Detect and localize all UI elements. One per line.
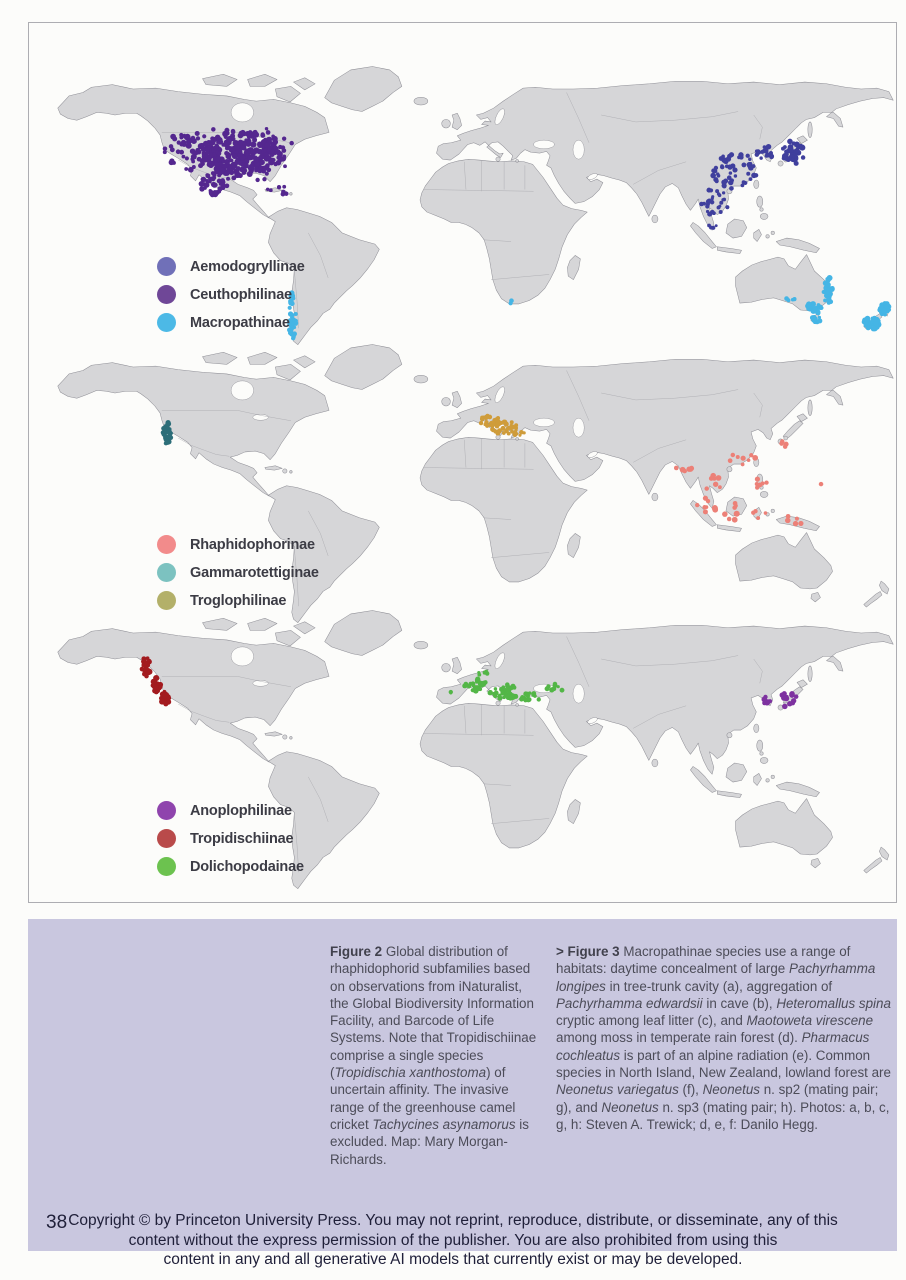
figure-2-map-panel (28, 22, 897, 903)
legend-dot-icon (157, 801, 176, 820)
world-map-bottom (29, 607, 896, 893)
page-number: 38 (46, 1212, 68, 1233)
legend-label: Anoplophilinae (190, 802, 292, 819)
legend-bottom (157, 801, 304, 885)
copyright-notice (0, 1211, 906, 1270)
legend-item (157, 857, 304, 876)
legend-item (157, 829, 304, 848)
legend-dot-icon (157, 285, 176, 304)
legend-dot-icon (157, 857, 176, 876)
legend-label: Macropathinae (190, 314, 290, 331)
world-map-middle (29, 341, 896, 627)
figure-2-caption: Figure 2 Global distribution of rhaphidophorid subfamilies based on observations from iNaturalist, the Global Biodiversity Information Facility, and Barcode of Life Systems. Note that Tropidischiinae comprise a single species (Tropidischia xanthostoma) of uncertain affinity. The invasive range of the greenhouse camel cricket Tachycines asynamorus is excluded. Map: Mary Morgan-Richards. (330, 944, 537, 1167)
legend-item (157, 313, 305, 332)
copyright-line: content in any and all generative AI models that currently exist or may be developed. (163, 1251, 743, 1268)
legend-item (157, 285, 305, 304)
legend-dot-icon (157, 313, 176, 332)
caption-panel (28, 919, 897, 1251)
legend-item (157, 563, 319, 582)
figure-3-caption: > Figure 3 Macropathinae species use a range of habitats: daytime concealment of large Pachyrhamma longipes in tree-trunk cavity (a), aggregation of Pachyrhamma edwardsii in cave (b), Heteromallus spina cryptic among leaf litter (c), and Maotoweta virescene among moss in temperate rain forest (d). Pharmacus cochleatus is part of an alpine radiation (e). Common species in North Island, New Zealand, lowland forest are Neonetus variegatus (f), Neonetus n. sp2 (mating pair; g), and Neonetus n. sp3 (mating pair; h). Photos: a, b, c, g, h: Steven A. Trewick; d, e, f: Danilo Hegg. (556, 944, 891, 1132)
legend-dot-icon (157, 563, 176, 582)
world-map-top (29, 63, 896, 349)
legend-dot-icon (157, 829, 176, 848)
legend-item (157, 535, 319, 554)
legend-top (157, 257, 305, 341)
copyright-line: Copyright © by Princeton University Press. You may not reprint, reproduce, distribute, or disseminate, any of this (68, 1212, 838, 1229)
legend-label: Aemodogryllinae (190, 258, 305, 275)
legend-label: Rhaphidophorinae (190, 536, 315, 553)
legend-label: Tropidischiinae (190, 830, 294, 847)
legend-label: Gammarotettiginae (190, 564, 319, 581)
legend-label: Dolichopodainae (190, 858, 304, 875)
legend-item (157, 801, 304, 820)
legend-label: Troglophilinae (190, 592, 287, 609)
legend-dot-icon (157, 257, 176, 276)
legend-dot-icon (157, 535, 176, 554)
legend-item (157, 257, 305, 276)
copyright-line: content without the express permission of the publisher. You are also prohibited from using this (128, 1231, 778, 1249)
legend-label: Ceuthophilinae (190, 286, 292, 303)
